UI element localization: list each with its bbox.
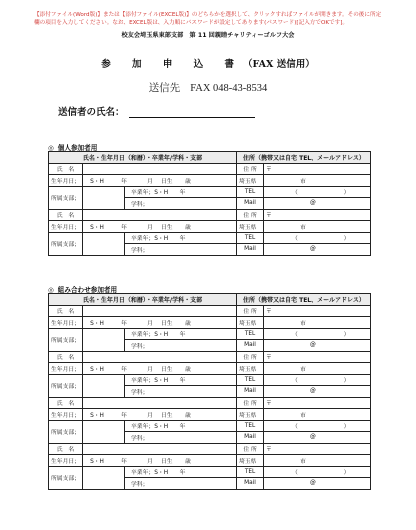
city-input[interactable]: 市 bbox=[264, 175, 371, 187]
header-left: 氏名・生年月日（和暦）・卒業年/学科・支部 bbox=[49, 152, 237, 164]
address-label: 住 所 bbox=[237, 209, 264, 221]
mail-label: Mail bbox=[237, 478, 264, 490]
mail-input[interactable]: @ bbox=[264, 432, 371, 444]
entry-row-grad bbox=[49, 186, 371, 198]
branch-input[interactable] bbox=[83, 420, 125, 443]
postal-input[interactable]: 〒 bbox=[264, 351, 371, 363]
section-bullet: ◎ bbox=[48, 286, 54, 294]
birth-label: 生年月日； bbox=[49, 175, 83, 187]
name-input[interactable] bbox=[83, 163, 237, 175]
mail-label: Mail bbox=[237, 340, 264, 352]
sender-name-row bbox=[58, 104, 255, 118]
entry-row-birth bbox=[49, 317, 371, 329]
entry-row-birth bbox=[49, 363, 371, 375]
name-input[interactable] bbox=[83, 351, 237, 363]
form-title-main: 参 加 申 込 書 bbox=[101, 59, 243, 70]
branch-label: 所属支部； bbox=[49, 466, 83, 489]
branch-label: 所属支部； bbox=[49, 186, 83, 209]
birth-label: 生年月日； bbox=[49, 455, 83, 467]
tel-input[interactable]: （ ） bbox=[264, 420, 371, 432]
prefecture-label: 埼玉県 bbox=[237, 175, 264, 187]
entry-row-name bbox=[49, 209, 371, 221]
mail-label: Mail bbox=[237, 386, 264, 398]
entry-row-name bbox=[49, 305, 371, 317]
prefecture-label: 埼玉県 bbox=[237, 221, 264, 233]
section-individual-title: ◎ 個人参加者用 bbox=[48, 144, 98, 152]
branch-input[interactable] bbox=[83, 466, 125, 489]
tel-label: TEL bbox=[237, 186, 264, 198]
form-title-paren: （FAX 送信用） bbox=[242, 59, 315, 70]
city-input[interactable]: 市 bbox=[264, 363, 371, 375]
header-left: 氏名・生年月日（和暦）・卒業年/学科・支部 bbox=[49, 294, 237, 306]
group-table bbox=[48, 293, 371, 490]
prefecture-label: 埼玉県 bbox=[237, 363, 264, 375]
entry-row-grad bbox=[49, 374, 371, 386]
tel-label: TEL bbox=[237, 328, 264, 340]
branch-label: 所属支部； bbox=[49, 420, 83, 443]
birth-input[interactable]: S・H 年 月 日生 歳 bbox=[83, 175, 237, 187]
tel-input[interactable]: （ ） bbox=[264, 328, 371, 340]
section-group-title: ◎ 組み合わせ参加者用 bbox=[48, 286, 118, 294]
fax-label: 送信先 bbox=[148, 83, 181, 94]
event-title: 校友会埼玉県東部支部 第 11 回親睦チャリティーゴルフ大会 bbox=[121, 32, 295, 39]
name-input[interactable] bbox=[83, 209, 237, 221]
entry-row-birth bbox=[49, 175, 371, 187]
mail-input[interactable]: @ bbox=[264, 244, 371, 256]
entry-row-name bbox=[49, 351, 371, 363]
city-input[interactable]: 市 bbox=[264, 455, 371, 467]
address-label: 住 所 bbox=[237, 305, 264, 317]
entry-row-birth bbox=[49, 455, 371, 467]
tel-label: TEL bbox=[237, 232, 264, 244]
entry-row-name bbox=[49, 397, 371, 409]
postal-input[interactable]: 〒 bbox=[264, 163, 371, 175]
prefecture-label: 埼玉県 bbox=[237, 455, 264, 467]
name-input[interactable] bbox=[83, 397, 237, 409]
branch-label: 所属支部； bbox=[49, 374, 83, 397]
birth-input[interactable]: S・H 年 月 日生 歳 bbox=[83, 409, 237, 421]
postal-input[interactable]: 〒 bbox=[264, 305, 371, 317]
grad-input[interactable]: 卒業年；S・H 年 bbox=[125, 328, 237, 340]
birth-label: 生年月日； bbox=[49, 363, 83, 375]
postal-input[interactable]: 〒 bbox=[264, 209, 371, 221]
birth-input[interactable]: S・H 年 月 日生 歳 bbox=[83, 455, 237, 467]
birth-label: 生年月日； bbox=[49, 409, 83, 421]
prefecture-label: 埼玉県 bbox=[237, 317, 264, 329]
city-input[interactable]: 市 bbox=[264, 409, 371, 421]
birth-label: 生年月日； bbox=[49, 317, 83, 329]
birth-label: 生年月日； bbox=[49, 221, 83, 233]
tel-label: TEL bbox=[237, 466, 264, 478]
dept-input[interactable]: 学科； bbox=[125, 478, 237, 490]
sender-label: 送信者の氏名： bbox=[58, 107, 125, 118]
entry-row-name bbox=[49, 163, 371, 175]
tel-input[interactable]: （ ） bbox=[264, 466, 371, 478]
name-label: 氏 名 bbox=[49, 305, 83, 317]
mail-input[interactable]: @ bbox=[264, 198, 371, 210]
dept-input[interactable]: 学科； bbox=[125, 340, 237, 352]
mail-input[interactable]: @ bbox=[264, 478, 371, 490]
mail-input[interactable]: @ bbox=[264, 340, 371, 352]
address-label: 住 所 bbox=[237, 397, 264, 409]
tel-input[interactable]: （ ） bbox=[264, 186, 371, 198]
postal-input[interactable]: 〒 bbox=[264, 443, 371, 455]
grad-input[interactable]: 卒業年；S・H 年 bbox=[125, 466, 237, 478]
grad-input[interactable]: 卒業年；S・H 年 bbox=[125, 232, 237, 244]
entry-row-grad bbox=[49, 232, 371, 244]
mail-label: Mail bbox=[237, 432, 264, 444]
mail-label: Mail bbox=[237, 244, 264, 256]
dept-input[interactable]: 学科； bbox=[125, 432, 237, 444]
grad-input[interactable]: 卒業年；S・H 年 bbox=[125, 420, 237, 432]
dept-input[interactable]: 学科； bbox=[125, 198, 237, 210]
section-bullet: ◎ bbox=[48, 144, 54, 152]
grad-input[interactable]: 卒業年；S・H 年 bbox=[125, 374, 237, 386]
mail-label: Mail bbox=[237, 198, 264, 210]
birth-input[interactable]: S・H 年 月 日生 歳 bbox=[83, 221, 237, 233]
header-right: 住所（携帯又は自宅 TEL、メールアドレス） bbox=[237, 152, 371, 164]
name-input[interactable] bbox=[83, 305, 237, 317]
entry-row-birth bbox=[49, 221, 371, 233]
branch-input[interactable] bbox=[83, 232, 125, 255]
city-input[interactable]: 市 bbox=[264, 317, 371, 329]
prefecture-label: 埼玉県 bbox=[237, 409, 264, 421]
table-header-row bbox=[49, 294, 371, 306]
tel-input[interactable]: （ ） bbox=[264, 232, 371, 244]
dept-input[interactable]: 学科； bbox=[125, 386, 237, 398]
table-header-row bbox=[49, 152, 371, 164]
entry-row-grad bbox=[49, 420, 371, 432]
birth-input[interactable]: S・H 年 月 日生 歳 bbox=[83, 363, 237, 375]
entry-row-grad bbox=[49, 466, 371, 478]
name-label: 氏 名 bbox=[49, 163, 83, 175]
dept-input[interactable]: 学科； bbox=[125, 244, 237, 256]
name-label: 氏 名 bbox=[49, 209, 83, 221]
individual-table bbox=[48, 151, 371, 256]
mail-input[interactable]: @ bbox=[264, 386, 371, 398]
fax-destination bbox=[0, 80, 416, 95]
name-label: 氏 名 bbox=[49, 351, 83, 363]
postal-input[interactable]: 〒 bbox=[264, 397, 371, 409]
entry-row-name bbox=[49, 443, 371, 455]
branch-label: 所属支部； bbox=[49, 232, 83, 255]
address-label: 住 所 bbox=[237, 163, 264, 175]
tel-label: TEL bbox=[237, 374, 264, 386]
name-label: 氏 名 bbox=[49, 443, 83, 455]
birth-input[interactable]: S・H 年 月 日生 歳 bbox=[83, 317, 237, 329]
header-right: 住所（携帯又は自宅 TEL、メールアドレス） bbox=[237, 294, 371, 306]
entry-row-birth bbox=[49, 409, 371, 421]
branch-label: 所属支部； bbox=[49, 328, 83, 351]
branch-input[interactable] bbox=[83, 328, 125, 351]
name-input[interactable] bbox=[83, 443, 237, 455]
instruction-notice: 【添付ファイル(Word版)】または【添付ファイル(EXCEL版)】のどちらかを選択して、クリックすればファイルが開きます。その後に所定欄の項目を入力してください。なお、EXCEL版は、入力順にパスワードが設定してあります(パスワード)[記入方でOKです]。 bbox=[34, 12, 382, 26]
tel-input[interactable]: （ ） bbox=[264, 374, 371, 386]
sender-name-field[interactable] bbox=[129, 107, 255, 118]
form-title bbox=[0, 56, 416, 70]
branch-input[interactable] bbox=[83, 374, 125, 397]
address-label: 住 所 bbox=[237, 351, 264, 363]
city-input[interactable]: 市 bbox=[264, 221, 371, 233]
address-label: 住 所 bbox=[237, 443, 264, 455]
name-label: 氏 名 bbox=[49, 397, 83, 409]
branch-input[interactable] bbox=[83, 186, 125, 209]
fax-number: FAX 048-43-8534 bbox=[190, 83, 268, 94]
grad-input[interactable]: 卒業年；S・H 年 bbox=[125, 186, 237, 198]
tel-label: TEL bbox=[237, 420, 264, 432]
entry-row-grad bbox=[49, 328, 371, 340]
